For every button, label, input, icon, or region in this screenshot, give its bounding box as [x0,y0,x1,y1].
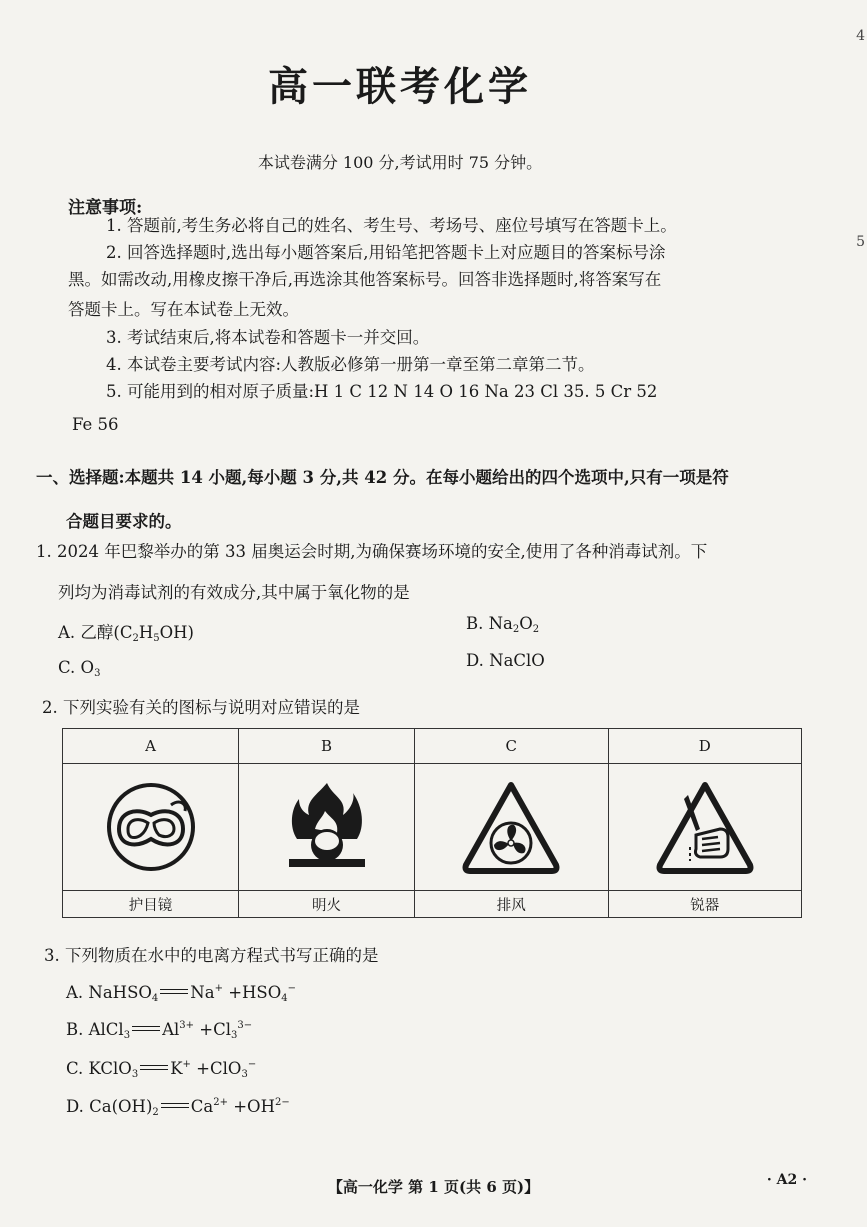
q1-option-c: C. $O_3$ [58,658,101,679]
equals-sign [140,1065,168,1070]
q2-label-b: 明火 [239,891,415,918]
equals-sign [161,1103,189,1108]
q2-icon-table [62,728,802,918]
notice-item-1: 1. 答题前,考生务必将自己的姓名、考生号、考场号、座位号填写在答题卡上。 [106,216,677,235]
q2-label-d: 锐器 [608,891,801,918]
q2-header-d: D [608,729,801,764]
q1-stem-1: 1. 2024 年巴黎举办的第 33 届奥运会时期,为确保赛场环境的安全,使用了各种消毒试剂。下 [36,542,708,561]
q2-icon-cell-c [415,764,608,891]
q1-option-a: A. 乙醇$(C_2H_5OH)$ [58,623,194,644]
notice-item-5b: Fe 56 [72,415,119,434]
flame-icon [277,777,377,877]
q1-stem-2: 列均为消毒试剂的有效成分,其中属于氧化物的是 [58,583,410,602]
equals-sign [160,989,188,994]
sharp-object-icon [650,777,760,877]
fan-icon [456,777,566,877]
edge-mark-mid: 5 [856,234,865,250]
q3-option-c: C. KClO$_3$ K+ +ClO$_3$− [66,1059,257,1080]
paper-code: · A2 · [766,1172,807,1188]
notice-item-2b: 黑。如需改动,用橡皮擦干净后,再选涂其他答案标号。回答非选择题时,将答案写在 [68,270,662,289]
notice-item-2a: 2. 回答选择题时,选出每小题答案后,用铅笔把答题卡上对应题目的答案标号涂 [106,243,666,262]
q2-stem: 2. 下列实验有关的图标与说明对应错误的是 [42,698,360,717]
notice-item-5: 5. 可能用到的相对原子质量:H 1 C 12 N 14 O 16 Na 23 Cl 35. 5 Cr 52 [106,382,658,401]
equals-sign [132,1026,160,1031]
edge-mark-top: 4 [856,28,865,44]
page-footer: 【高一化学 第 1 页(共 6 页)】 [327,1178,540,1196]
q2-header-b: B [239,729,415,764]
exam-subtitle: 本试卷满分 100 分,考试用时 75 分钟。 [257,153,543,172]
q2-header-a: A [63,729,239,764]
q2-icon-cell-a [63,764,239,891]
notice-item-4: 4. 本试卷主要考试内容:人教版必修第一册第一章至第二章第二节。 [106,355,595,374]
q1-option-b: B. $Na_2O_2$ [466,614,540,635]
q2-label-c: 排风 [415,891,608,918]
q2-icon-cell-d [608,764,801,891]
goggles-icon [101,777,201,877]
q1-option-d: D. NaClO [466,651,545,670]
q2-header-c: C [415,729,608,764]
q2-label-a: 护目镜 [63,891,239,918]
q3-option-a: A. NaHSO$_4$ $Na^+ +HSO_4^-$ [66,983,297,1004]
q2-icon-cell-b [239,764,415,891]
section-1-heading-cont: 合题目要求的。 [66,512,182,531]
notice-item-2c: 答题卡上。写在本试卷上无效。 [68,300,299,319]
notice-item-3: 3. 考试结束后,将本试卷和答题卡一并交回。 [106,328,430,347]
q3-option-b: B. AlCl$_3$ $Al^{3+} +Cl_3^{3-}$ [66,1020,253,1041]
q3-stem: 3. 下列物质在水中的电离方程式书写正确的是 [44,946,379,965]
section-1-heading: 一、选择题:本题共 14 小题,每小题 3 分,共 42 分。在每小题给出的四个选项中,只有一项是符 [36,468,729,487]
notice-heading: 注意事项: [68,198,143,218]
exam-title: 高一联考化学 [268,63,532,110]
q3-option-d: D. $Ca(OH)_2$ $Ca^{2+} +OH^{2-}$ [66,1097,290,1118]
